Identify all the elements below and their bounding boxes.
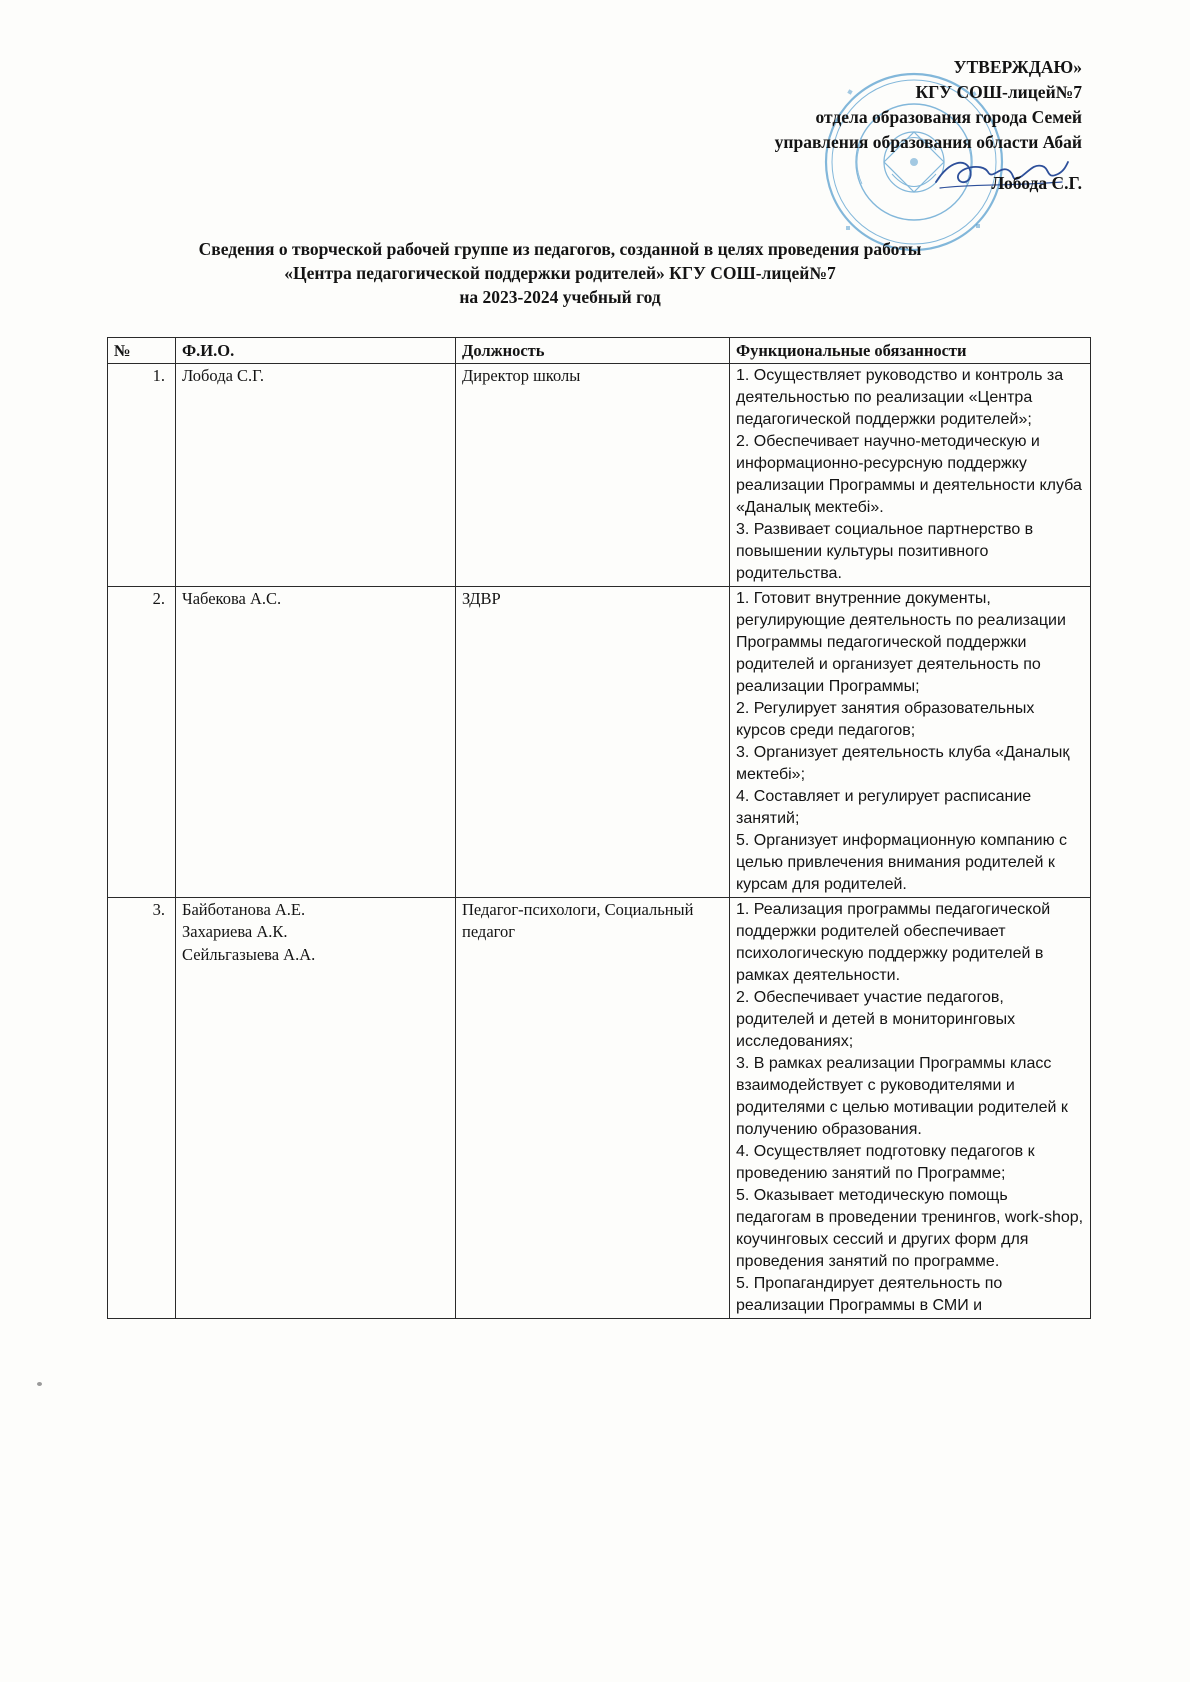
duty-item: 5. Пропагандирует деятельность по реализации Программы в СМИ и — [736, 1274, 1003, 1314]
column-header-position: Должность — [456, 338, 730, 364]
duty-item: 1. Осуществляет руководство и контроль за деятельностью по реализации «Центра педагогической поддержки родителей»; — [736, 366, 1064, 428]
staff-name: Чабекова А.С. — [182, 588, 282, 608]
duty-item: 3. Организует деятельность клуба «Даналық мектебі»; — [736, 743, 1070, 783]
title-line-1: Сведения о творческой рабочей группе из педагогов, созданной в целях проведения работы — [198, 239, 922, 259]
row-names — [176, 363, 456, 586]
row-position: Директор школы — [456, 363, 730, 586]
staff-name: Байботанова А.Е. — [182, 899, 306, 919]
row-duties — [730, 586, 1091, 897]
row-duties — [730, 897, 1091, 1318]
approval-org-line: КГУ СОШ-лицей№7 — [915, 82, 1082, 102]
duty-item: 5. Оказывает методическую помощь педагогам в проведении тренингов, work-shop, коучинговых сессий и других форм для проведения занятий по программе. — [736, 1186, 1084, 1270]
approval-signer: Лобода С.Г. — [991, 173, 1082, 193]
staff-name: Лобода С.Г. — [182, 365, 264, 385]
duty-item: 3. Развивает социальное партнерство в повышении культуры позитивного родительства. — [736, 520, 1034, 582]
duty-item: 2. Обеспечивает участие педагогов, родителей и детей в мониторинговых исследованиях; — [736, 988, 1016, 1050]
row-position: ЗДВР — [456, 586, 730, 897]
approval-dept-line: отдела образования города Семей — [815, 107, 1082, 127]
duty-item: 5. Организует информационную компанию с целью привлечения внимания родителей к курсам для родителей. — [736, 831, 1068, 893]
row-names — [176, 897, 456, 1318]
duty-item: 2. Обеспечивает научно-методическую и информационно-ресурсную поддержку реализации Программы и деятельности клуба «Даналық мектебі». — [736, 432, 1082, 516]
row-number: 2. — [108, 586, 176, 897]
row-number: 1. — [108, 363, 176, 586]
column-header-duties: Функциональные обязанности — [730, 338, 1091, 364]
column-header-number: № — [108, 338, 176, 364]
row-position: Педагог-психологи, Социальный педагог — [456, 897, 730, 1318]
duty-item: 1. Готовит внутренние документы, регулирующие деятельность по реализации Программы педагогической поддержки родителей и организует деятельность по реализации Программы; — [736, 589, 1066, 695]
working-group-table — [107, 337, 1091, 1319]
approval-heading: УТВЕРЖДАЮ» — [953, 57, 1082, 77]
table-row — [108, 363, 1091, 586]
title-line-3: на 2023-2024 учебный год — [459, 287, 661, 307]
table-row — [108, 586, 1091, 897]
row-names — [176, 586, 456, 897]
table-header-row — [108, 338, 1091, 364]
approval-admin-line: управления образования области Абай — [774, 132, 1082, 152]
document-title — [60, 237, 1060, 309]
scan-speck — [37, 1382, 42, 1386]
column-header-name: Ф.И.О. — [176, 338, 456, 364]
duty-item: 2. Регулирует занятия образовательных курсов среди педагогов; — [736, 699, 1035, 739]
duty-item: 4. Составляет и регулирует расписание занятий; — [736, 787, 1032, 827]
duty-item: 1. Реализация программы педагогической поддержки родителей обеспечивает психологическую поддержку родителей в рамках деятельности. — [736, 900, 1051, 984]
row-number: 3. — [108, 897, 176, 1318]
staff-name: Сейльгазыева А.А. — [182, 944, 316, 964]
staff-name: Захариева А.К. — [182, 922, 288, 941]
duty-item: 4. Осуществляет подготовку педагогов к проведению занятий по Программе; — [736, 1142, 1035, 1182]
title-line-2: «Центра педагогической поддержки родителей» КГУ СОШ-лицей№7 — [284, 263, 836, 283]
table-row — [108, 897, 1091, 1318]
approval-block — [662, 55, 1082, 196]
row-duties — [730, 363, 1091, 586]
duty-item: 3. В рамках реализации Программы класс взаимодействует с руководителями и родителями с целью мотивации родителей к получению образования. — [736, 1054, 1068, 1138]
